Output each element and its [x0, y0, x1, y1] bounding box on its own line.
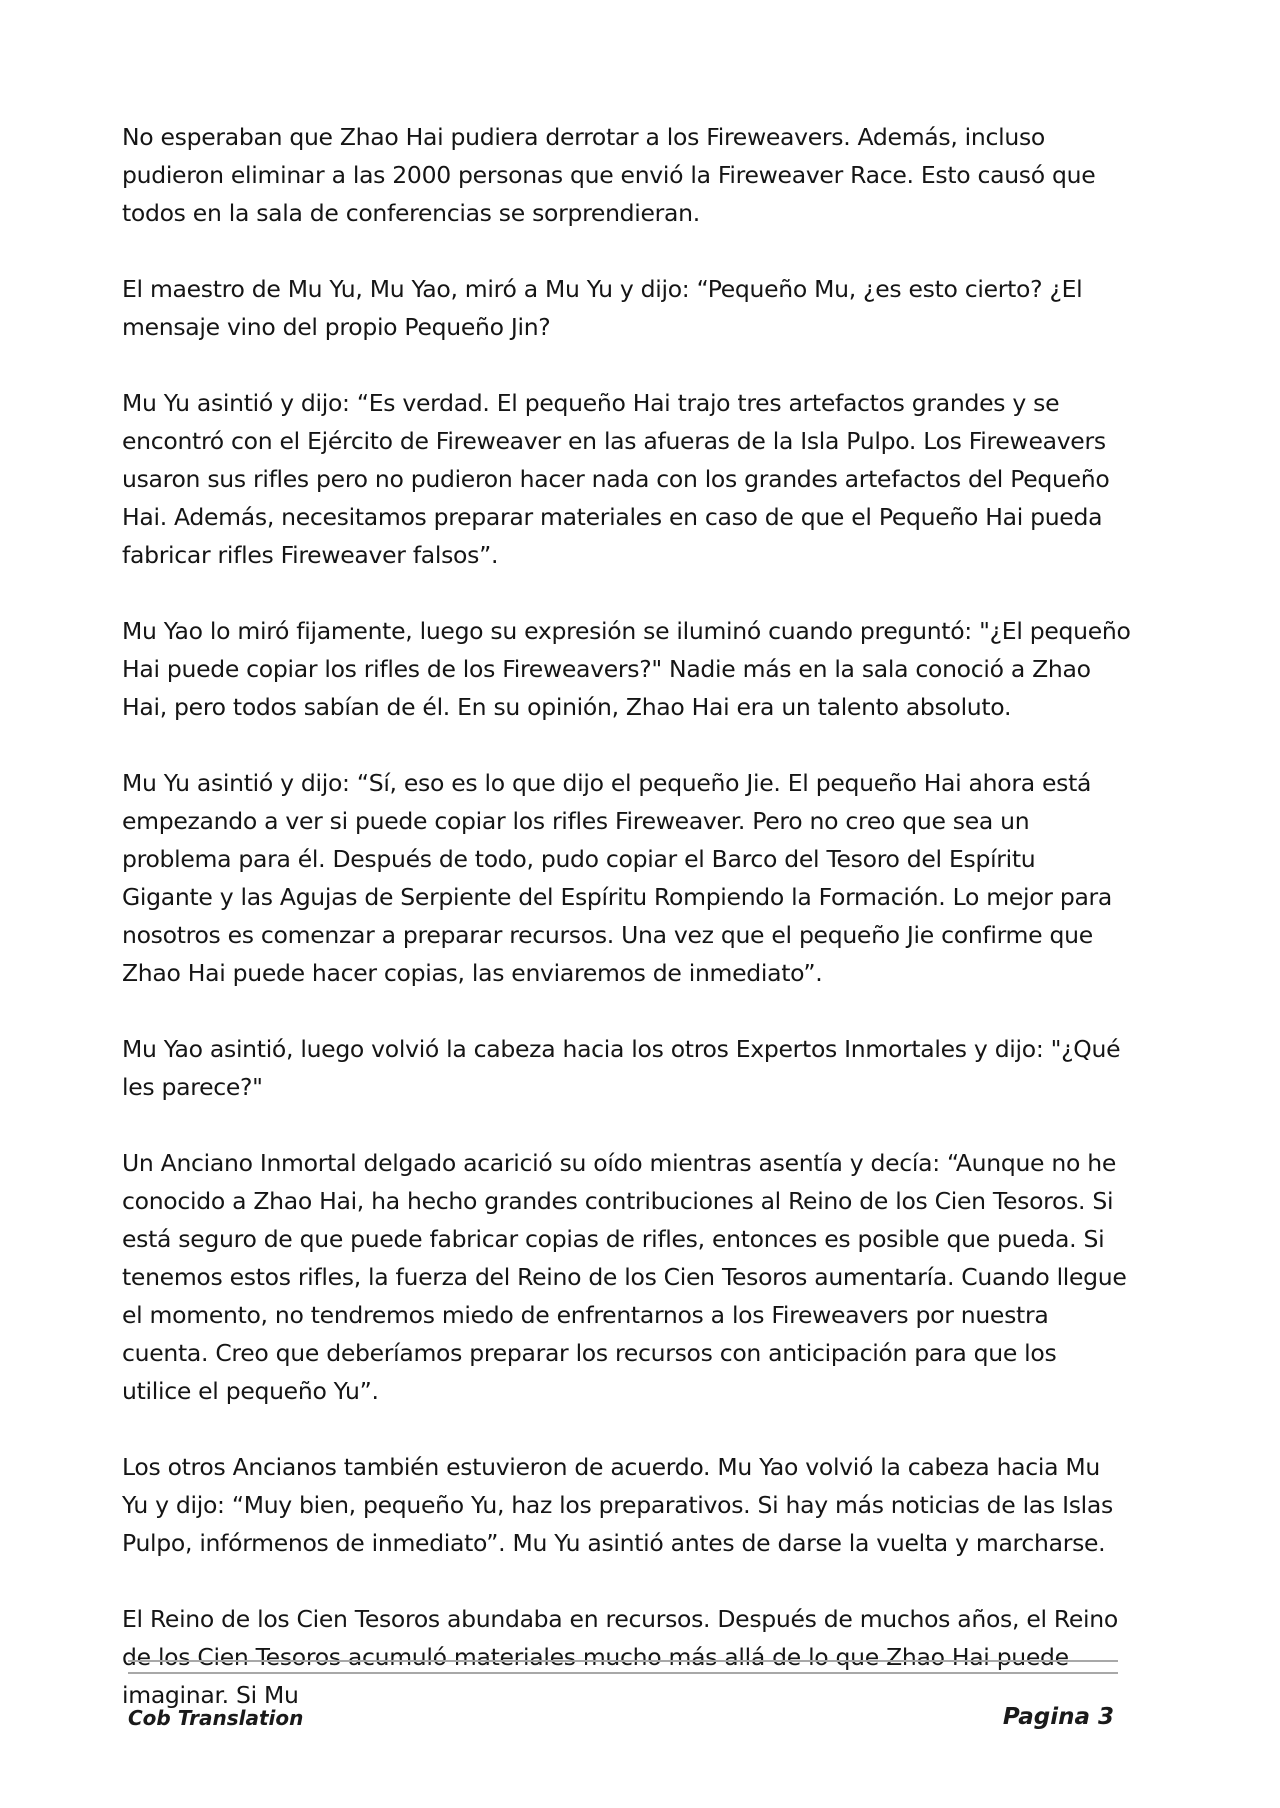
paragraph: El maestro de Mu Yu, Mu Yao, miró a Mu Yu y dijo: “Pequeño Mu, ¿es esto cierto? ¿El mensaje vino del propio Pequeño Jin?: [122, 275, 1083, 341]
paragraph: Un Anciano Inmortal delgado acarició su oído mientras asentía y decía: “Aunque no he conocido a Zhao Hai, ha hecho grandes contribuciones al Reino de los Cien Tesoros. Si está seguro de que puede fabricar copias de rifles, entonces es posible que pueda. Si tenemos estos rifles, la fuerza del Reino de los Cien Tesoros aumentaría. Cuando llegue el momento, no tendremos miedo de enfrentarnos a los Fireweavers por nuestra cuenta. Creo que deberíamos preparar los recursos con anticipación para que los utilice el pequeño Yu”.: [122, 1149, 1127, 1405]
document-body: [122, 118, 1132, 1752]
footer-divider-top: [128, 1660, 1118, 1662]
footer-page-number: Pagina 3: [1002, 1704, 1114, 1730]
paragraph: Mu Yu asintió y dijo: “Es verdad. El pequeño Hai trajo tres artefactos grandes y se encontró con el Ejército de Fireweaver en las afueras de la Isla Pulpo. Los Fireweavers usaron sus rifles pero no pudieron hacer nada con los grandes artefactos del Pequeño Hai. Además, necesitamos preparar materiales en caso de que el Pequeño Hai pueda fabricar rifles Fireweaver falsos”.: [122, 389, 1110, 569]
paragraph: Mu Yao lo miró fijamente, luego su expresión se iluminó cuando preguntó: "¿El pequeño Hai puede copiar los rifles de los Fireweavers?" Nadie más en la sala conoció a Zhao Hai, pero todos sabían de él. En su opinión, Zhao Hai era un talento absoluto.: [122, 617, 1131, 721]
paragraph: El Reino de los Cien Tesoros abundaba en recursos. Después de muchos años, el Reino de los Cien Tesoros acumuló materiales mucho más allá de lo que Zhao Hai puede imaginar. Si Mu: [122, 1605, 1118, 1709]
paragraph: No esperaban que Zhao Hai pudiera derrotar a los Fireweavers. Además, incluso pudieron eliminar a las 2000 personas que envió la Fireweaver Race. Esto causó que todos en la sala de conferencias se sorprendieran.: [122, 123, 1096, 227]
footer-translator-credit: Cob Translation: [128, 1706, 304, 1730]
footer-divider-bottom: [128, 1672, 1118, 1674]
paragraph: Los otros Ancianos también estuvieron de acuerdo. Mu Yao volvió la cabeza hacia Mu Yu y dijo: “Muy bien, pequeño Yu, haz los preparativos. Si hay más noticias de las Islas Pulpo, infórmenos de inmediato”. Mu Yu asintió antes de darse la vuelta y marcharse.: [122, 1453, 1113, 1557]
paragraph: Mu Yao asintió, luego volvió la cabeza hacia los otros Expertos Inmortales y dijo: "¿Qué les parece?": [122, 1035, 1121, 1101]
paragraph: Mu Yu asintió y dijo: “Sí, eso es lo que dijo el pequeño Jie. El pequeño Hai ahora está empezando a ver si puede copiar los rifles Fireweaver. Pero no creo que sea un problema para él. Después de todo, pudo copiar el Barco del Tesoro del Espíritu Gigante y las Agujas de Serpiente del Espíritu Rompiendo la Formación. Lo mejor para nosotros es comenzar a preparar recursos. Una vez que el pequeño Jie confirme que Zhao Hai puede hacer copias, las enviaremos de inmediato”.: [122, 769, 1113, 987]
